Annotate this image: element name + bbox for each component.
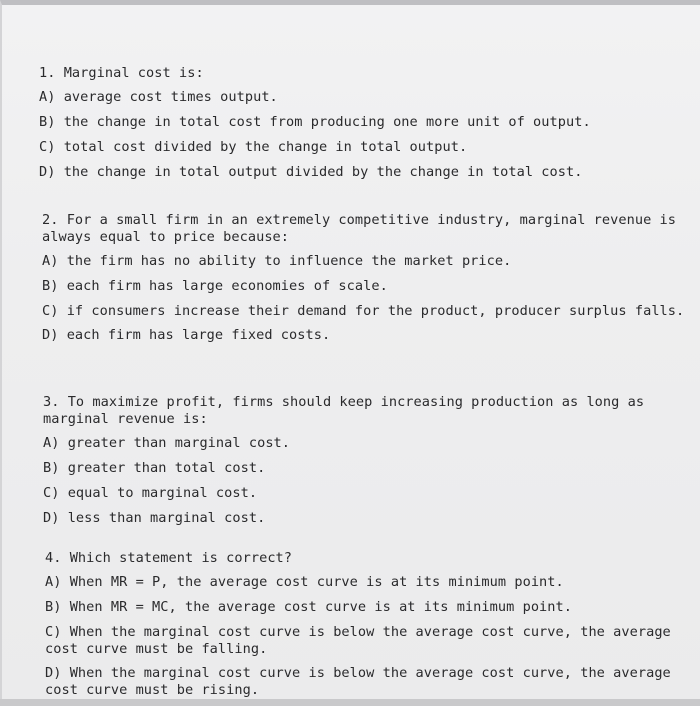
question-3-stem: 3. To maximize profit, firms should keep increasing production as long as marginal revenue is:: [43, 394, 645, 427]
question-2-stem: 2. For a small firm in an extremely competitive industry, marginal revenue is always equal to price because:: [42, 212, 677, 245]
question-4-option-d[interactable]: D) When the marginal cost curve is below the average cost curve, the average cost curve must be rising.: [45, 665, 671, 698]
question-2-option-c[interactable]: C) if consumers increase their demand for the product, producer surplus falls.: [42, 303, 685, 319]
question-3-option-c[interactable]: C) equal to marginal cost.: [43, 485, 258, 501]
question-4: [45, 550, 690, 706]
question-4-option-b[interactable]: B) When MR = MC, the average cost curve is at its minimum point.: [45, 599, 572, 615]
question-1-option-c[interactable]: C) total cost divided by the change in total output.: [39, 139, 468, 155]
question-1-option-d[interactable]: D) the change in total output divided by the change in total cost.: [39, 164, 583, 180]
question-1-stem: 1. Marginal cost is:: [39, 65, 204, 81]
question-4-option-a[interactable]: A) When MR = P, the average cost curve is at its minimum point.: [45, 574, 564, 590]
question-2-option-d[interactable]: D) each firm has large fixed costs.: [42, 327, 331, 343]
question-4-option-c[interactable]: C) When the marginal cost curve is below the average cost curve, the average cost curve must be falling.: [45, 624, 671, 657]
question-3-option-a[interactable]: A) greater than marginal cost.: [43, 435, 291, 451]
question-1-option-b[interactable]: B) the change in total cost from producing one more unit of output.: [39, 114, 591, 130]
question-3-option-d[interactable]: D) less than marginal cost.: [43, 510, 266, 526]
question-3-option-b[interactable]: B) greater than total cost.: [43, 460, 266, 476]
question-1: [39, 65, 684, 189]
question-2-option-b[interactable]: B) each firm has large economies of scale.: [42, 278, 388, 294]
question-3: [43, 394, 688, 535]
question-1-option-a[interactable]: A) average cost times output.: [39, 89, 278, 105]
question-4-stem: 4. Which statement is correct?: [45, 550, 293, 566]
question-2-option-a[interactable]: A) the firm has no ability to influence the market price.: [42, 253, 512, 269]
question-2: [42, 212, 687, 352]
